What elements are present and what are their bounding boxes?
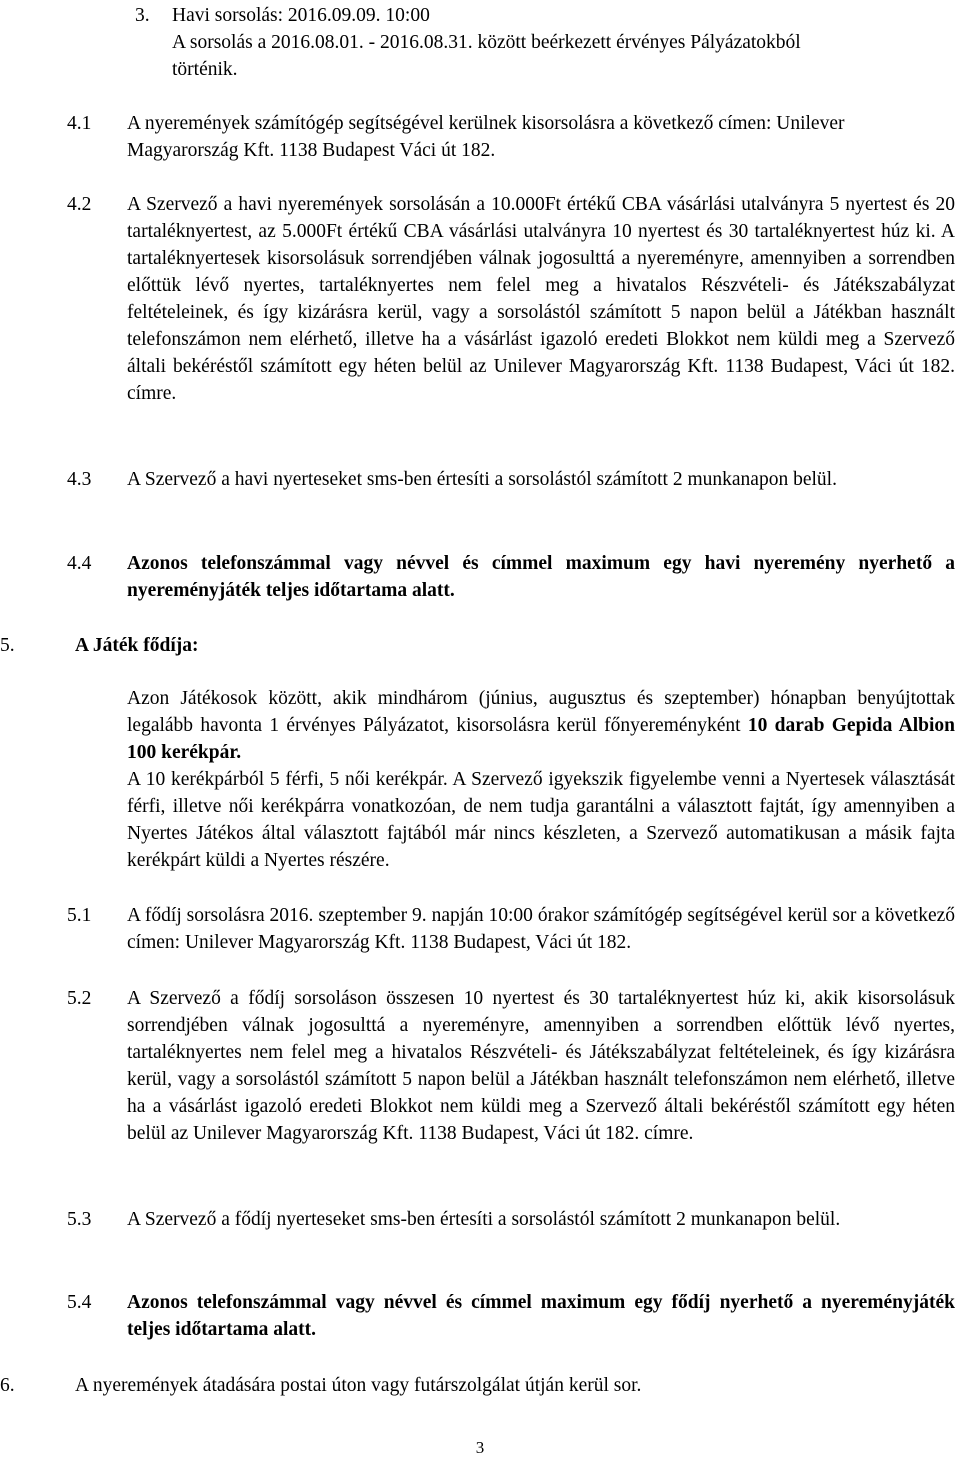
item-4-1-number: 4.1 [67, 113, 92, 134]
section-5-title: A Játék fődíja: [75, 635, 199, 656]
item-5-3-number: 5.3 [67, 1209, 92, 1230]
section-5-paragraph-2: A 10 kerékpárból 5 férfi, 5 női kerékpár. A Szervező igyekszik figyelembe venni a Nyertesek választását férfi, illetve női kerékpárra vonatkozóan, de nem tudja garantálni a választott fajtát, így amennyiben a Nyertes Játékos által választott fajtából már nincs készleten, a Szervező automatikusan a másik fajta kerékpárt küldi a Nyertes részére. [127, 769, 955, 871]
item-6-text: A nyeremények átadására postai úton vagy futárszolgálat útján kerül sor. [75, 1375, 642, 1396]
item-4-3-number: 4.3 [67, 469, 92, 490]
item-3-number: 3. [135, 5, 150, 26]
section-5-number: 5. [0, 635, 15, 656]
page-number: 3 [475, 1438, 485, 1457]
section-5-paragraph-1 [127, 685, 955, 766]
item-4-4-text: Azonos telefonszámmal vagy névvel és címmel maximum egy havi nyeremény nyerhető a nyereményjáték teljes időtartama alatt. [127, 553, 955, 601]
item-4-2-number: 4.2 [67, 194, 92, 215]
item-5-2-number: 5.2 [67, 988, 92, 1009]
item-6-number: 6. [0, 1375, 15, 1396]
item-4-3-text: A Szervező a havi nyerteseket sms-ben értesíti a sorsolástól számított 2 munkanapon belül. [127, 469, 837, 490]
item-5-4-number: 5.4 [67, 1292, 92, 1313]
item-3-line1: Havi sorsolás: 2016.09.09. 10:00 [172, 5, 430, 26]
item-3-line2: A sorsolás a 2016.08.01. - 2016.08.31. között beérkezett érvényes Pályázatokból történik. [172, 32, 801, 80]
section-5-paragraph-1-text: Azon Játékosok között, akik mindhárom (június, augusztus és szeptember) hónapban benyújtottak legalább havonta 1 érvényes Pályázatot, kisorsolásra kerül főnyereményként [127, 688, 955, 736]
item-4-2-text: A Szervező a havi nyeremények sorsolásán a 10.000Ft értékű CBA vásárlási utalványra 5 nyertest és 20 tartaléknyertest, az 5.000Ft értékű CBA vásárlási utalványra 10 nyertest és 30 tartaléknyertest húz ki. A tartaléknyertesek kisorsolásuk sorrendjében válnak jogosulttá a nyereményre, amennyiben a sorrendben előttük lévő nyertes, tartaléknyertes nem felel meg a hivatalos Részvételi- és Játékszabályzat feltételeinek, és így kizárásra kerül, vagy a sorsolástól számított 5 napon belül a Játékban használt telefonszámon nem elérhető, illetve ha a vásárlást igazoló eredeti Blokkot nem küldi meg a Szervező általi bekéréstől számított egy héten belül az Unilever Magyarország Kft. 1138 Budapest, Váci út 182. címre. [127, 194, 955, 404]
item-4-1-text: A nyeremények számítógép segítségével kerülnek kisorsolásra a következő címen: Unilever Magyarország Kft. 1138 Budapest Váci út 182. [127, 113, 845, 161]
item-5-2-text: A Szervező a fődíj sorsoláson összesen 10 nyertest és 30 tartaléknyertest húz ki, akik kisorsolásuk sorrendjében válnak jogosulttá a nyereményre, amennyiben a sorrendben előttük lévő nyertes, tartaléknyertes nem felel meg a hivatalos Részvételi- és Játékszabályzat feltételeinek, és így kizárásra kerül, vagy a sorsolástól számított 5 napon belül a Játékban használt telefonszámon nem elérhető, illetve ha a vásárlást igazoló eredeti Blokkot nem küldi meg a Szervező általi bekéréstől számított egy héten belül az Unilever Magyarország Kft. 1138 Budapest, Váci út 182. címre. [127, 988, 955, 1144]
item-5-4-text: Azonos telefonszámmal vagy névvel és címmel maximum egy fődíj nyerhető a nyereményjáték teljes időtartama alatt. [127, 1292, 955, 1340]
item-5-3-text: A Szervező a fődíj nyerteseket sms-ben értesíti a sorsolástól számított 2 munkanapon belül. [127, 1209, 841, 1230]
section-5-prize-bold: 10 darab Gepida Albion 100 kerékpár. [127, 715, 955, 763]
item-5-1-text: A fődíj sorsolásra 2016. szeptember 9. napján 10:00 órakor számítógép segítségével kerül sor a következő címen: Unilever Magyarország Kft. 1138 Budapest, Váci út 182. [127, 905, 955, 953]
item-5-1-number: 5.1 [67, 905, 92, 926]
item-4-4-number: 4.4 [67, 553, 92, 574]
